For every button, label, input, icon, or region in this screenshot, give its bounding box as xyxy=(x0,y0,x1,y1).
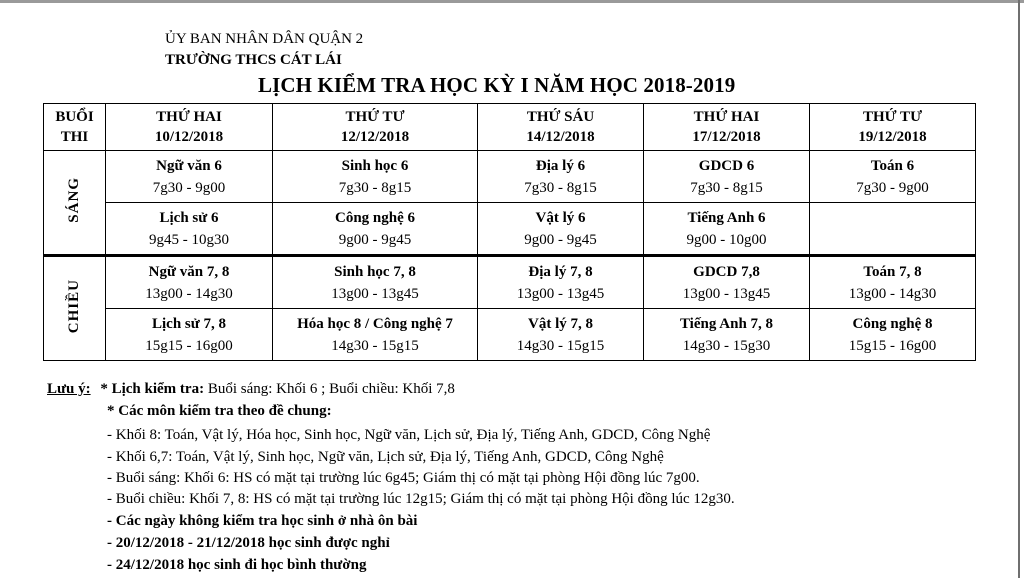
session-header-line1: BUỔI xyxy=(55,109,94,125)
notes-line-7: - Các ngày không kiểm tra học sinh ở nhà ôn bài xyxy=(107,513,418,529)
exam-time: 13g00 - 14g30 xyxy=(848,285,937,302)
notes-line-6: - Buổi chiều: Khối 7, 8: HS có mặt tại trường lúc 12g15; Giám thị có mặt tại phòng Hội đồng lúc 12g30. xyxy=(107,491,735,507)
exam-subject: Tiếng Anh 6 xyxy=(687,209,766,226)
notes-line-9: - 24/12/2018 học sinh đi học bình thường xyxy=(107,557,367,573)
committee-name: ỦY BAN NHÂN DÂN QUẬN 2 xyxy=(165,31,364,47)
exam-cell xyxy=(273,256,478,309)
exam-time: 14g30 - 15g30 xyxy=(682,337,771,354)
day-header xyxy=(478,104,644,151)
day-name: THỨ HAI xyxy=(693,109,760,125)
exam-time: 15g15 - 16g00 xyxy=(848,337,937,354)
day-date: 12/12/2018 xyxy=(340,129,410,145)
exam-cell xyxy=(478,203,644,256)
notes-label: Lưu ý: xyxy=(47,381,91,397)
exam-cell xyxy=(810,256,976,309)
exam-subject: GDCD 6 xyxy=(698,157,755,174)
exam-time: 14g30 - 15g15 xyxy=(331,337,419,354)
exam-time: 7g30 - 8g15 xyxy=(338,179,412,196)
exam-subject: Ngữ văn 6 xyxy=(156,157,222,174)
exam-time: 14g30 - 15g15 xyxy=(516,337,605,354)
page-title: LỊCH KIỂM TRA HỌC KỲ I NĂM HỌC 2018-2019 xyxy=(258,73,736,97)
school-name: TRƯỜNG THCS CÁT LÁI xyxy=(165,52,342,68)
notes-line-2: * Các môn kiểm tra theo đề chung: xyxy=(107,403,332,419)
exam-time: 13g00 - 13g45 xyxy=(516,285,605,302)
exam-cell xyxy=(106,309,273,361)
table-row xyxy=(44,256,976,309)
exam-cell xyxy=(644,203,810,256)
day-date: 10/12/2018 xyxy=(154,129,224,145)
exam-cell xyxy=(106,256,273,309)
exam-cell-empty xyxy=(810,203,976,256)
exam-time: 13g00 - 14g30 xyxy=(145,285,233,302)
exam-subject: Lịch sử 6 xyxy=(159,209,219,226)
day-header xyxy=(810,104,976,151)
day-name: THỨ SÁU xyxy=(526,109,595,125)
day-date: 17/12/2018 xyxy=(692,129,761,145)
exam-subject: Địa lý 7, 8 xyxy=(528,263,593,280)
exam-time: 13g00 - 13g45 xyxy=(682,285,771,302)
exam-subject: GDCD 7,8 xyxy=(693,263,760,280)
exam-cell xyxy=(644,309,810,361)
notes-line-1 xyxy=(47,381,455,398)
exam-time: 7g30 - 8g15 xyxy=(524,179,597,196)
session-label-cell xyxy=(44,256,106,361)
notes-schedule-label: * Lịch kiểm tra: xyxy=(100,381,205,397)
exam-subject: Toán 6 xyxy=(870,157,915,174)
exam-cell xyxy=(273,309,478,361)
exam-time: 15g15 - 16g00 xyxy=(145,337,233,354)
day-name: THỨ TƯ xyxy=(345,109,405,125)
session-header-line2: THI xyxy=(60,129,89,145)
exam-time: 7g30 - 9g00 xyxy=(856,179,929,196)
day-date: 19/12/2018 xyxy=(858,129,927,145)
table-row xyxy=(44,151,976,203)
notes-line-8: - 20/12/2018 - 21/12/2018 học sinh được nghỉ xyxy=(107,535,390,551)
session-label-morning: SÁNG xyxy=(66,177,82,223)
notes-line-4: - Khối 6,7: Toán, Vật lý, Sinh học, Ngữ văn, Lịch sử, Địa lý, Tiếng Anh, GDCD, Công Nghệ xyxy=(107,449,664,465)
session-label-cell xyxy=(44,151,106,256)
exam-cell xyxy=(106,151,273,203)
day-date: 14/12/2018 xyxy=(526,129,595,145)
day-name: THỨ TƯ xyxy=(862,109,923,125)
exam-subject: Công nghệ 8 xyxy=(852,315,933,332)
exam-cell xyxy=(273,203,478,256)
day-header xyxy=(106,104,273,151)
exam-time: 7g30 - 8g15 xyxy=(690,179,763,196)
exam-time: 9g00 - 9g45 xyxy=(524,231,597,248)
day-header xyxy=(273,104,478,151)
exam-time xyxy=(810,230,975,252)
notes-line-3: - Khối 8: Toán, Vật lý, Hóa học, Sinh học, Ngữ văn, Lịch sử, Địa lý, Tiếng Anh, GDCD, Công Nghệ xyxy=(107,427,711,443)
exam-subject: Công nghệ 6 xyxy=(334,209,416,226)
session-label-afternoon: CHIỀU xyxy=(66,278,82,334)
exam-time: 9g00 - 10g00 xyxy=(686,231,767,248)
exam-subject: Ngữ văn 7, 8 xyxy=(148,263,230,280)
table-header-row xyxy=(44,104,976,151)
exam-time: 9g00 - 9g45 xyxy=(338,231,412,248)
page-right-border xyxy=(1018,0,1020,578)
exam-subject: Hóa học 8 / Công nghệ 7 xyxy=(297,315,453,332)
exam-time: 7g30 - 9g00 xyxy=(152,179,226,196)
exam-subject: Vật lý 6 xyxy=(535,209,586,226)
exam-cell xyxy=(478,309,644,361)
session-header-cell xyxy=(44,104,106,151)
exam-time: 13g00 - 13g45 xyxy=(331,285,419,302)
exam-subject: Sinh học 6 xyxy=(341,157,409,174)
notes-line-5: - Buổi sáng: Khối 6: HS có mặt tại trường lúc 6g45; Giám thị có mặt tại phòng Hội đồng lúc 7g00. xyxy=(107,470,700,486)
exam-cell xyxy=(478,151,644,203)
exam-subject: Sinh học 7, 8 xyxy=(334,263,416,280)
exam-cell xyxy=(106,203,273,256)
exam-cell xyxy=(478,256,644,309)
exam-subject: Tiếng Anh 7, 8 xyxy=(679,315,774,332)
exam-subject: Toán 7, 8 xyxy=(863,263,922,280)
exam-subject: Địa lý 6 xyxy=(535,157,586,174)
exam-cell xyxy=(810,151,976,203)
window-top-border xyxy=(0,0,1024,3)
exam-subject xyxy=(810,206,975,230)
notes-schedule-text: Buổi sáng: Khối 6 ; Buổi chiều: Khối 7,8 xyxy=(207,381,455,397)
table-row xyxy=(44,309,976,361)
exam-cell xyxy=(810,309,976,361)
exam-subject: Vật lý 7, 8 xyxy=(528,315,593,332)
exam-cell xyxy=(644,256,810,309)
exam-schedule-table xyxy=(43,103,976,361)
exam-cell xyxy=(273,151,478,203)
table-row xyxy=(44,203,976,256)
exam-cell xyxy=(644,151,810,203)
day-name: THỨ HAI xyxy=(156,109,222,125)
day-header xyxy=(644,104,810,151)
exam-subject: Lịch sử 7, 8 xyxy=(151,315,226,332)
exam-time: 9g45 - 10g30 xyxy=(149,231,229,248)
